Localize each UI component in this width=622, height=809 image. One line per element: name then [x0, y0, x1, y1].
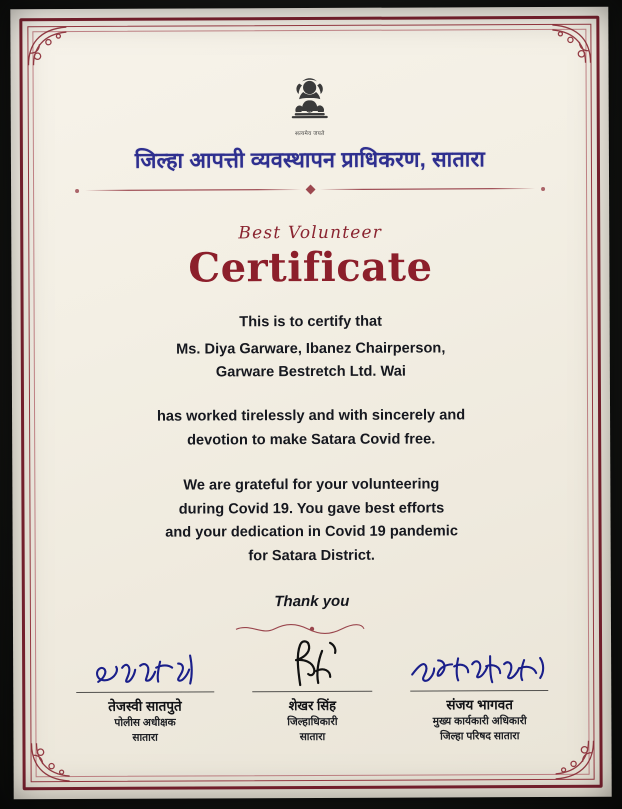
recipient-line-2: Garware Bestretch Ltd. Wai [215, 363, 406, 381]
signatory-role-line-1: मुख्य कार्यकारी अधिकारी [432, 714, 527, 728]
signature-line [76, 691, 214, 693]
bottom-flourish-icon [232, 621, 392, 636]
certificate-document [10, 7, 611, 800]
closing-text: Thank you [274, 592, 350, 610]
certify-line: This is to certify that [239, 313, 383, 331]
signatory-name: शेखर सिंह [288, 697, 337, 713]
certificate-title: Certificate [188, 243, 433, 292]
gratitude-line-1: We are grateful for your volunteering [183, 476, 440, 494]
gratitude-line-4: for Satara District. [248, 547, 375, 565]
signature-block-ceo [396, 644, 564, 744]
handwritten-signature-icon [396, 644, 564, 689]
divider-line [320, 188, 536, 190]
divider-dot [541, 186, 545, 190]
handwritten-signature-icon [61, 645, 229, 690]
signatory-role-line-1: पोलीस अधीक्षक [114, 716, 176, 729]
citation-line-2: devotion to make Satara Covid free. [187, 431, 436, 449]
divider-diamond [305, 185, 315, 195]
signatory-role-line-2: सातारा [132, 731, 158, 744]
signature-block-sp [61, 645, 229, 745]
citation-line-1: has worked tirelessly and with sincerely and [156, 407, 466, 425]
heading-divider [75, 185, 545, 194]
divider-dot [75, 189, 79, 193]
award-label: Best Volunteer [238, 222, 383, 244]
gratitude-line-2: during Covid 19. You gave best efforts [178, 500, 445, 518]
gratitude-line-3: and your dedication in Covid 19 pandemic [165, 523, 458, 542]
signature-line [411, 690, 549, 692]
signature-row [61, 644, 563, 746]
signatory-role-line-2: सातारा [299, 730, 326, 743]
recipient-line-1: Ms. Diya Garware, Ibanez Chairperson, [176, 340, 446, 358]
signatory-name: तेजस्वी सातपुते [108, 698, 182, 714]
signatory-name: संजय भागवत [446, 696, 513, 713]
signature-block-collector [228, 644, 396, 744]
emblem-motto: सत्यमेव जयते [295, 130, 325, 138]
india-national-emblem-icon [282, 66, 338, 128]
authority-heading: जिल्हा आपत्ती व्यवस्थापन प्राधिकरण, सातारा [134, 147, 486, 173]
signatory-role-line-1: जिल्हाधिकारी [287, 715, 338, 728]
signatory-role-line-2: जिल्हा परिषद सातारा [440, 729, 520, 743]
certificate-content [40, 37, 581, 771]
signature-line [252, 690, 372, 692]
handwritten-signature-icon [228, 644, 396, 689]
divider-line [85, 189, 301, 191]
